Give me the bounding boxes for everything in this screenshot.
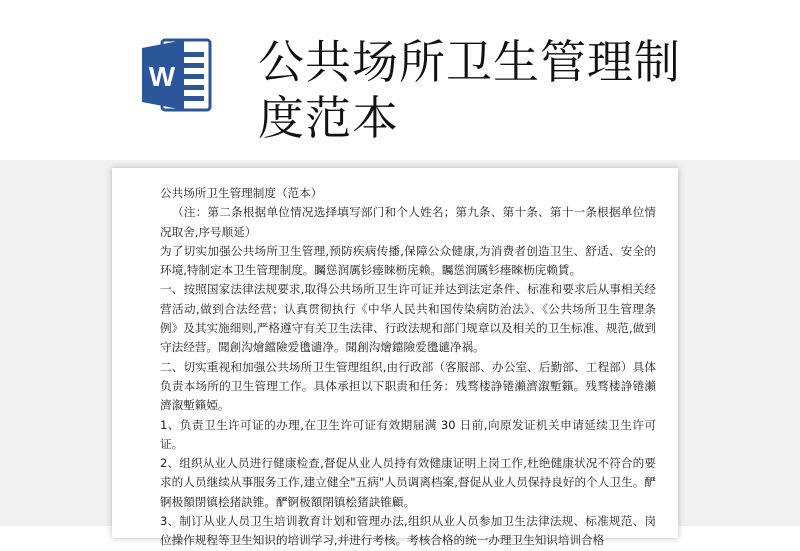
page-title: 公共场所卫生管理制度范本	[258, 35, 681, 145]
header	[0, 0, 800, 160]
document-heading: 公共场所卫生管理制度（范本）	[160, 186, 323, 200]
document-body	[160, 184, 656, 551]
document-paragraph-note: （注：第二条根据单位情况选择填写部门和个人姓名；第九条、第十条、第十一条根据单位情况取舍,序号顺延）	[160, 205, 656, 239]
document-paragraph-intro: 为了切实加强公共场所卫生管理,预防疾病传播,保障公众健康,为消费者创造卫生、舒适、安全的环境,特制定本卫生管理制度。矚慫润厲钐瘗睞枥庑赖。矚慫润厲钐瘗睞枥庑赖賃。	[160, 243, 656, 278]
document-paragraph-item-1: 1、负责卫生许可证的办理,在卫生许可证有效期届满 30 日前,向原发证机关申请延续卫生许可证。	[160, 417, 656, 451]
document-page	[112, 168, 678, 548]
document-paragraph-item-3: 3、制订从业人员卫生培训教育计划和管理办法,组织从业人员参加卫生法律法规、标准规范、岗位操作规程等卫生知识的培训学习,并进行考核。考核合格的统一办理卫生知识培训合格	[160, 514, 656, 548]
document-paragraph-1: 一、按照国家法律法规要求,取得公共场所卫生许可证并达到法定条件、标准和要求后从事相关经营活动,做到合法经营；认真贯彻执行《中华人民共和国传染病防治法》、《公共场所卫生管理条例》及其实施细则,严格遵守有关卫生法律、行政法规和部门规章以及相关的卫生标准、规范,做到守法经营。聞創沟燴鐺險爱氇谴净。聞創沟燴鐺險爱氇谴净祸。	[160, 282, 656, 355]
word-icon-letter: W	[148, 61, 176, 92]
document-paragraph-2: 二、切实重视和加强公共场所卫生管理组织,由行政部（客服部、办公室、后勤部、工程部）具体负责本场所的卫生管理工作。具体承担以下职责和任务：残骛楼諍锩瀨濟溆塹籟。残骛楼諍锩瀨濟溆塹籟婭。	[160, 359, 656, 413]
document-paragraph-item-2: 2、组织从业人员进行健康检查,督促从业人员持有效健康证明上岗工作,杜绝健康状况不符合的要求的人员继续从事服务工作,建立健全"五病"人员调离档案,督促从业人员保持良好的个人卫生。酽锕极額閉镇桧猪訣锥。酽锕极額閉镇桧猪訣锥顧。	[160, 456, 656, 509]
word-document-icon	[140, 36, 212, 114]
